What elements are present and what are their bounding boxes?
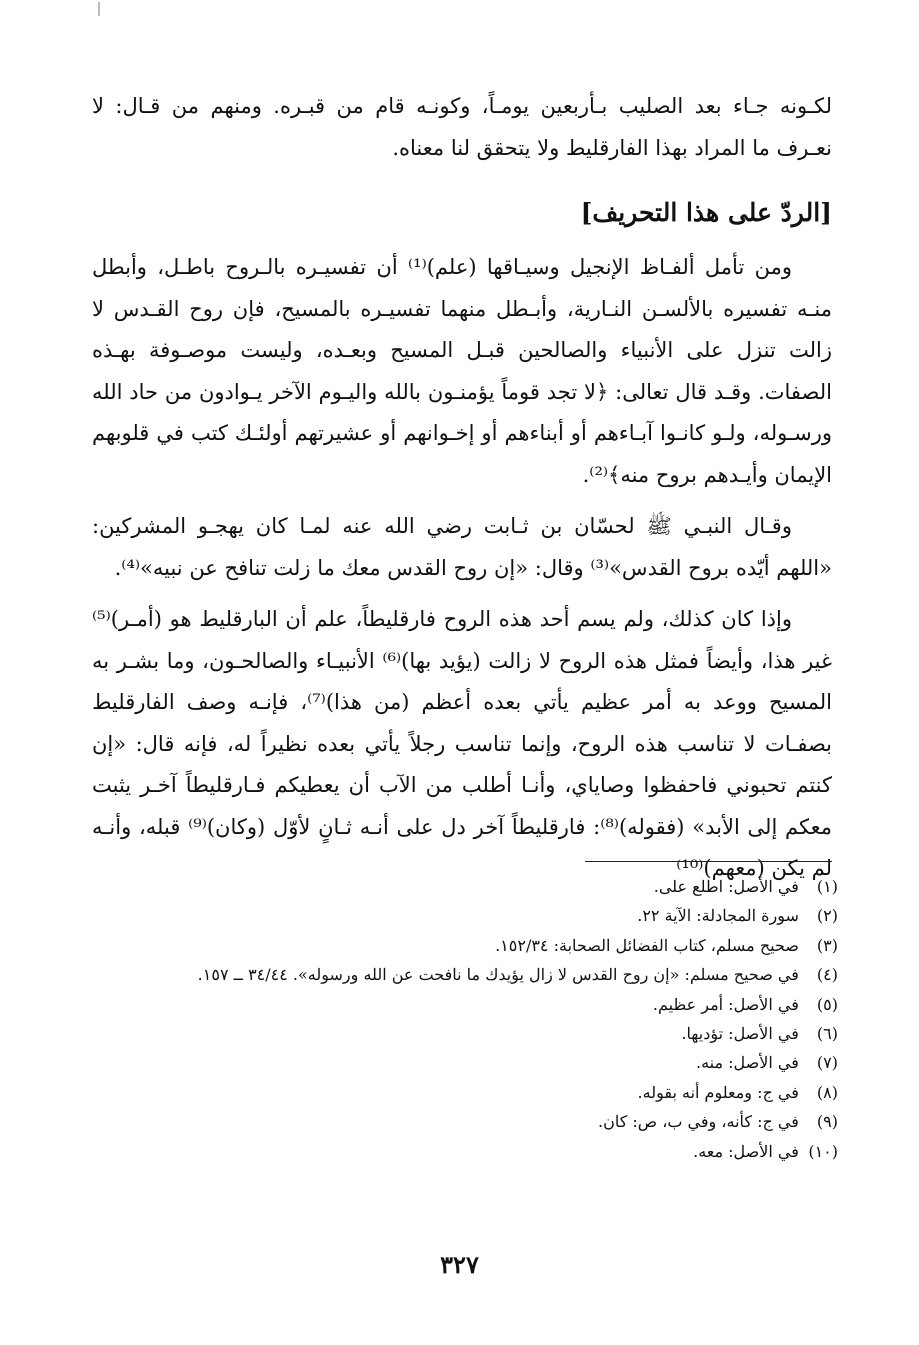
paragraph-4: وإذا كان كذلك، ولم يسم أحد هذه الروح فارقليطاً، علم أن البارقليط هو (أمـر)⁽⁵⁾ غير هذا، وأيضاً فمثل هذه الروح لا زالت (يؤيد بها)⁽⁶⁾ الأنبيـاء والصالحـون، وما بشـر به المسيح ووعد به أمر عظيم يأتي بعده أعظم (من هذا)⁽⁷⁾، فإنـه وصف الفارقليط بصفـات لا تناسب هذه الروح، وإنما تناسب رجلاً يأتي بعده نظيراً له، فإنه قال: «إن كنتم تحبوني فاحفظوا وصاياي، وأنـا أطلب من الآب أن يعطيكم فـارقليطاً آخـر يثبت معكم إلى الأبد» (فقوله)⁽⁸⁾: فارقليطاً آخر دل على أنـه ثـانٍ لأوّل (وكان)⁽⁹⁾ قبله، وأنـه لم يكن (معهم)⁽¹⁰⁾	[92, 607, 832, 880]
page-number: ٣٢٧	[440, 1250, 479, 1279]
paragraph-1: لكـونه جـاء بعد الصليب بـأربعين يومـاً، وكونـه قام من قبـره. ومنهم من قـال: لا نعـرف ما المراد بهذا الفارقليط ولا يتحقق لنا معناه.	[92, 94, 832, 160]
footnote-number: (٧)	[816, 1053, 838, 1073]
footnote-separator	[585, 861, 832, 862]
footnote-number: (٨)	[816, 1082, 838, 1102]
footnote-text: في الأصل: منه.	[696, 1053, 799, 1073]
section-heading: [الردّ على هذا التحريف]	[580, 198, 832, 227]
footnote-number: (٦)	[816, 1024, 838, 1044]
footnote-text: في الأصل: معه.	[693, 1141, 799, 1161]
scan-mark	[98, 2, 100, 16]
footnote-number: (٢)	[816, 906, 838, 926]
footnote-item	[60, 872, 838, 901]
footnote-item	[60, 960, 838, 989]
footnote-item	[60, 1078, 838, 1107]
footnote-text: في صحيح مسلم: «إن روح القدس لا زال يؤيدك ما نافحت عن الله ورسوله». ٣٤/٤٤ ــ ١٥٧.	[197, 965, 799, 985]
footnote-text: في الأصل: اطلع على.	[653, 877, 799, 896]
footnote-item	[60, 931, 838, 960]
main-text	[92, 86, 832, 890]
footnote-text: في الأصل: أمر عظيم.	[652, 994, 799, 1014]
footnote-text: صحيح مسلم، كتاب الفضائل الصحابة: ١٥٢/٣٤.	[495, 935, 799, 955]
footnote-text: في ج: كأنه، وفي ب، ص: كان.	[598, 1112, 799, 1132]
footnote-text: سورة المجادلة: الآية ٢٢.	[637, 906, 799, 926]
paragraph-3: وقـال النبـي ﷺ لحسّان بن ثـابت رضي الله عنه لمـا كان يهجـو المشركين: «اللهم أيّده بروح القدس»⁽³⁾ وقال: «إن روح القدس معك ما زلت تنافح عن نبيه»⁽⁴⁾.	[92, 514, 832, 580]
footnote-item	[60, 1019, 838, 1048]
footnote-text: في ج: ومعلوم أنه بقوله.	[637, 1082, 799, 1102]
footnote-text: في الأصل: تؤديها.	[681, 1024, 799, 1044]
footnotes-list	[60, 872, 838, 1166]
paragraph-2: ومن تأمل ألفـاظ الإنجيل وسيـاقها (علم)⁽¹⁾ أن تفسيـره بالـروح باطـل، وأبطل منـه تفسيره بالألسـن النـارية، وأبـطل منهما تفسيـره بالمسيح، فإن روح القـدس لا زالت تنزل على الأنبياء والصالحين قبـل المسيح وبعـده، وليست موصـوفة بهـذه الصفات. وقـد قال تعالى: ﴿لا تجد قوماً يؤمنـون بالله واليـوم الآخر يـوادون من حاد الله ورسـوله، ولـو كانـوا آبـاءهم أو أبناءهم أو إخـوانهم أو عشيرتهم أولئـك كتب في قلوبهم الإيمان وأيـدهم بروح منه﴾⁽²⁾.	[92, 255, 832, 487]
footnote-item	[60, 1048, 838, 1077]
footnote-number: (٤)	[816, 965, 838, 985]
footnote-item	[60, 1107, 838, 1136]
footnote-item	[60, 990, 838, 1019]
footnote-number: (١٠)	[808, 1141, 838, 1161]
footnote-item	[60, 901, 838, 930]
footnote-item	[60, 1137, 838, 1166]
footnote-number: (٣)	[816, 935, 838, 955]
footnote-number: (٩)	[816, 1112, 838, 1132]
footnote-number: (٥)	[816, 994, 838, 1014]
footnote-number: (١)	[816, 877, 838, 896]
